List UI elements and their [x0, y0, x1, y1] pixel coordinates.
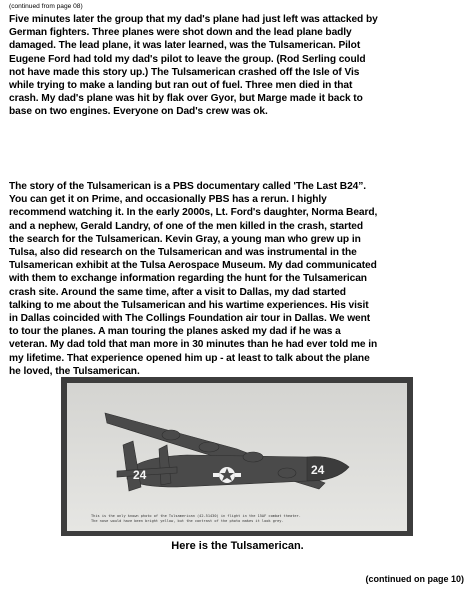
- paragraph-line: base on two engines. Everyone on Dad's crew was ok.: [9, 106, 268, 118]
- paragraph-line: damaged. The lead plane, it was later learned, was the Tulsamerican. Pilot: [9, 40, 361, 52]
- story-paragraph-1: [9, 13, 470, 119]
- paragraph-line: Five minutes later the group that my dad's plane had just left was attacked by: [9, 14, 378, 25]
- paragraph-line: recommend watching it. In the early 2000s, Lt. Ford's daughter, Norma Beard,: [9, 207, 378, 219]
- photo-image: [67, 383, 407, 531]
- paragraph-line: the search for the Tulsamerican. Kevin Gray, a young man who grew up in: [9, 233, 361, 245]
- story-paragraph-2: [9, 180, 470, 378]
- paragraph-line: to tour the planes. A man touring the planes asked my dad if he was a: [9, 326, 341, 338]
- paragraph-line: in Dallas coincided with The Collings Foundation air tour in Dallas. We went: [9, 313, 371, 325]
- b24-bomber-illustration: [67, 383, 407, 531]
- photo-caption-line: This is the only known photo of the Tulsamerican (42-51430) in flight in the 15AF combat theater.: [91, 514, 301, 518]
- paragraph-line: German fighters. Three planes were shot down and the lead plane badly: [9, 27, 352, 39]
- paragraph-line: my lifetime. That experience opened him up - at least to talk about the plane: [9, 352, 370, 364]
- photo-inner-caption: [91, 514, 331, 524]
- photo-caption-line: The nose would have been bright yellow, but the contrast of the photo makes it look grey.: [91, 519, 284, 523]
- paragraph-line: while trying to make a landing but ran out of fuel. Three men died in that: [9, 80, 353, 92]
- aircraft-photo: [61, 377, 413, 536]
- paragraph-line: with them to exchange information regarding the hunt for the Tulsamerican: [9, 273, 367, 285]
- photo-caption: Here is the Tulsamerican.: [171, 540, 304, 552]
- paragraph-line: The story of the Tulsamerican is a PBS documentary called 'The Last B24”.: [9, 181, 367, 192]
- paragraph-line: and a nephew, Gerald Landry, of one of the men killed in the crash, started: [9, 220, 364, 232]
- paragraph-line: You can get it on Prime, and occasionally PBS has a rerun. I highly: [9, 194, 327, 206]
- paragraph-line: veteran. My dad told that man more in 30 minutes than he had ever told me in: [9, 339, 378, 351]
- nose-number-marking: 24: [311, 463, 325, 477]
- paragraph-line: he loved, the Tulsamerican.: [9, 365, 140, 377]
- paragraph-line: Tulsamerican exhibit at the Tulsa Aerospace Museum. My dad communicated: [9, 260, 377, 272]
- paragraph-line: talking to me about the Tulsamerican and his wartime experiences. His visit: [9, 299, 369, 311]
- continued-from-note: (continued from page 08): [9, 3, 83, 10]
- paragraph-line: crash. My dad's plane was hit by flak over Gyor, but Marge made it back to: [9, 93, 363, 105]
- paragraph-line: Tulsa, also did research on the Tulsamerican and was instrumental in the: [9, 247, 357, 259]
- paragraph-line: crash site. Around the same time, after a visit to Dallas, my dad started: [9, 286, 346, 298]
- paragraph-line: not have made this story up.) The Tulsamerican crashed off the Isle of Vis: [9, 66, 360, 78]
- tail-number-marking: 24: [133, 468, 147, 482]
- paragraph-line: Eugene Ford had told my dad's pilot to leave the group. (Rod Serling could: [9, 53, 366, 65]
- continued-on-note: (continued on page 10): [365, 574, 464, 584]
